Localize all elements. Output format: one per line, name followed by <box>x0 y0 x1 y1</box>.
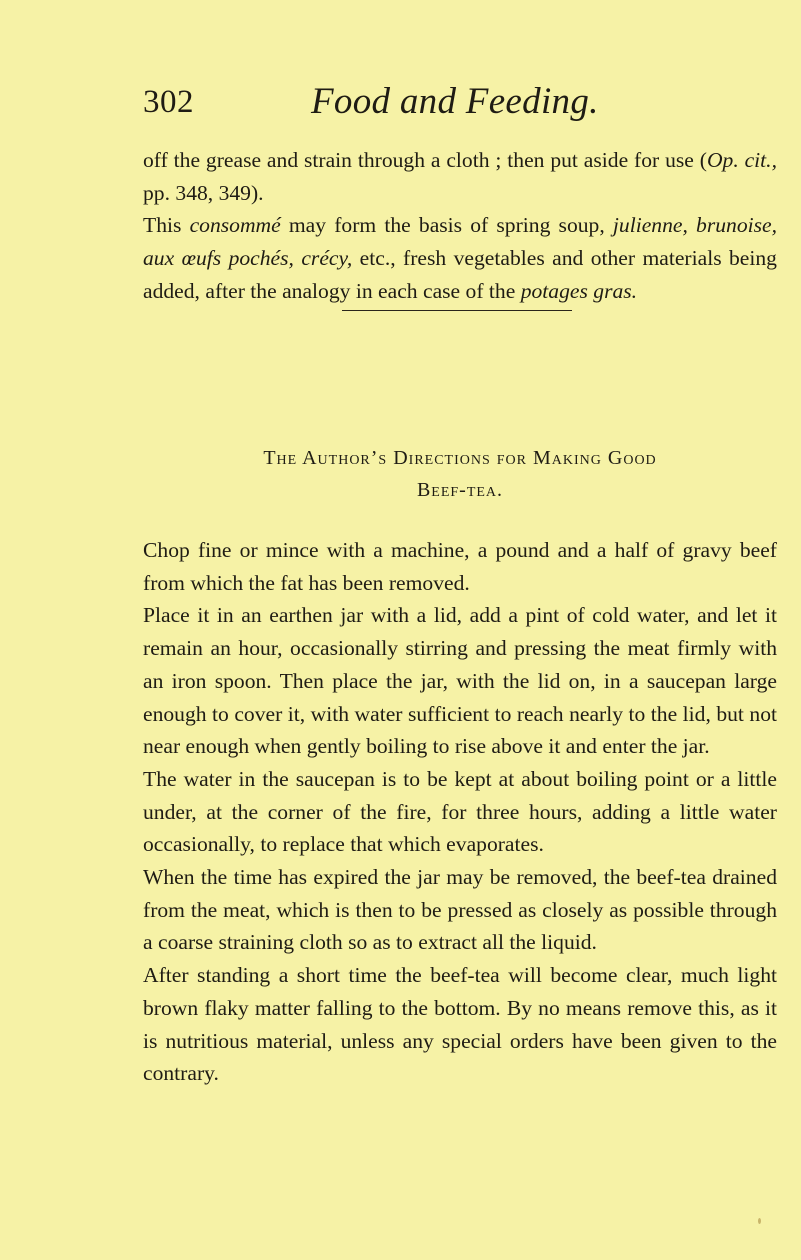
paper-speck <box>758 1218 761 1224</box>
paragraph: The water in the saucepan is to be kept at about boiling point or a little under, at the corner of the fire, for three hours, adding a little water occasionally, to replace that which evaporates. <box>143 766 777 857</box>
paragraph-continuation: off the grease and strain through a cloth ; then put aside for use (Op. cit., pp. 348, 349). <box>143 148 777 205</box>
paragraph: After standing a short time the beef-tea will become clear, much light brown flaky matter falling to the bottom. By no means remove this, as it is nutritious material, unless any special orders have been given to the contrary. <box>143 963 777 1086</box>
page-header <box>0 80 801 130</box>
section-title-line-2: Beef-tea. <box>416 479 504 501</box>
top-section <box>143 144 777 308</box>
paragraph: Place it in an earthen jar with a lid, add a pint of cold water, and let it remain an hour, occasionally stirring and pressing the meat firmly with an iron spoon. Then place the jar, with the lid on, in a saucepan large enough to cover it, with water sufficient to reach nearly to the lid, but not near enough when gently boiling to rise above it and enter the jar. <box>143 603 777 759</box>
section-title <box>143 442 777 506</box>
paragraph: Chop fine or mince with a machine, a pound and a half of gravy beef from which the fat has been removed. <box>143 538 777 595</box>
running-head: Food and Feeding. <box>311 81 599 122</box>
page-number: 302 <box>143 84 194 120</box>
paragraph-consomme: This consommé may form the basis of spring soup, julienne, brunoise, aux œufs pochés, crécy, etc., fresh vegetables and other materials being added, after the analogy in each case of the potages gras. <box>143 213 777 303</box>
section-divider <box>342 310 572 311</box>
beef-tea-directions <box>143 534 777 1090</box>
paragraph: When the time has expired the jar may be removed, the beef-tea drained from the meat, which is then to be pressed as closely as possible through a coarse straining cloth so as to extract all the liquid. <box>143 865 777 955</box>
section-title-line-1: The Author’s Directions for Making Good <box>263 447 657 469</box>
